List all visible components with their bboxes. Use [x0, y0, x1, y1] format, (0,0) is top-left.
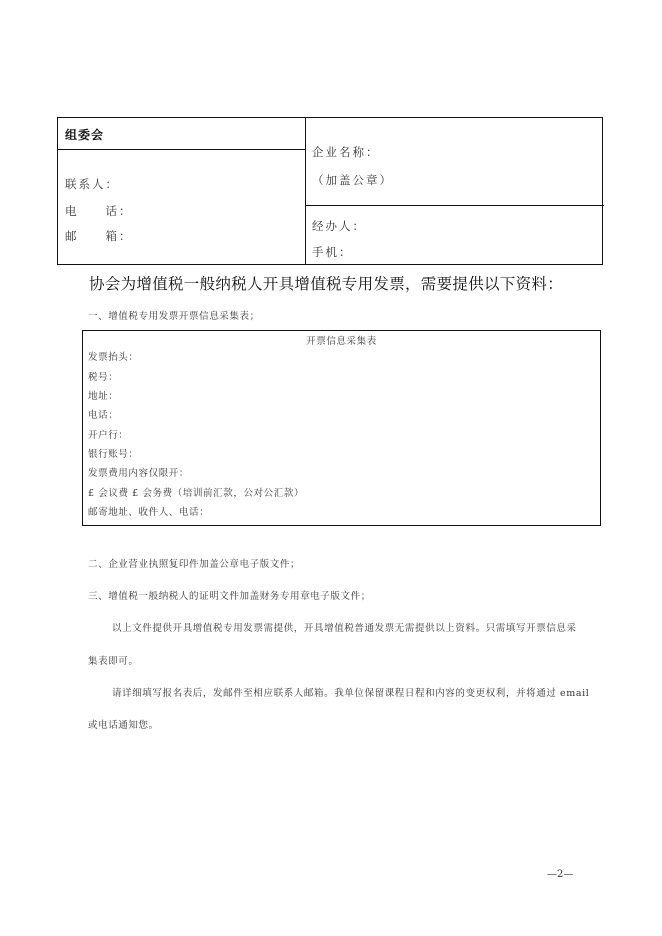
contact-person-field[interactable]: 联系人： [65, 177, 119, 191]
company-name-field[interactable]: 企业名称： [312, 145, 380, 159]
email-field[interactable]: 邮 箱： [65, 229, 133, 243]
handler-field[interactable]: 经办人： [312, 219, 366, 233]
invoice-title-field[interactable]: 发票抬头： [88, 352, 139, 363]
organizer-title: 组委会 [65, 128, 105, 142]
bank-account-field[interactable]: 银行账号： [88, 449, 139, 460]
mobile-field[interactable]: 手机： [312, 245, 353, 259]
contact-table [57, 117, 603, 265]
address-field[interactable]: 地址： [88, 391, 119, 402]
phone-field[interactable]: 电 话： [65, 204, 133, 218]
invoice-info-form [82, 330, 601, 526]
note-2-line-2: 或电话通知您。 [88, 720, 159, 731]
bank-field[interactable]: 开户行： [88, 430, 129, 441]
invoice-form-title: 开票信息采集表 [306, 336, 377, 347]
invoice-content-label: 发票费用内容仅限开： [88, 468, 190, 479]
note-2-line-1: 请详细填写报名表后，发邮件至相应联系人邮箱。我单位保留课程日程和内容的变更权利，并将通过 email [112, 688, 590, 699]
note-1-line-1: 以上文件提供开具增值税专用发票需提供，开具增值税普通发票无需提供以上资料。只需填写开票信息采 [112, 623, 577, 634]
table-divider-right [306, 205, 604, 206]
company-seal-note: （加盖公章） [312, 173, 393, 187]
tax-id-field[interactable]: 税号： [88, 372, 119, 383]
requirement-item-3: 三、增值税一般纳税人的证明文件加盖财务专用章电子版文件； [88, 591, 371, 602]
table-divider-left [58, 149, 306, 150]
requirement-item-1: 一、增值税专用发票开票信息采集表； [88, 311, 260, 322]
note-1-line-2: 集表即可。 [88, 656, 139, 667]
mailing-info-field[interactable]: 邮寄地址、收件人、电话： [88, 507, 210, 518]
table-divider-vertical [305, 118, 306, 264]
page-number: —2— [547, 869, 574, 880]
requirement-item-2: 二、企业营业执照复印件加盖公章电子版文件； [88, 559, 301, 570]
phone-field[interactable]: 电话： [88, 410, 119, 421]
section-heading: 协会为增值税一般纳税人开具增值税专用发票，需要提供以下资料： [89, 275, 564, 293]
invoice-content-options[interactable]: £ 会议费 £ 会务费（培训前汇款，公对公汇款） [88, 488, 305, 499]
